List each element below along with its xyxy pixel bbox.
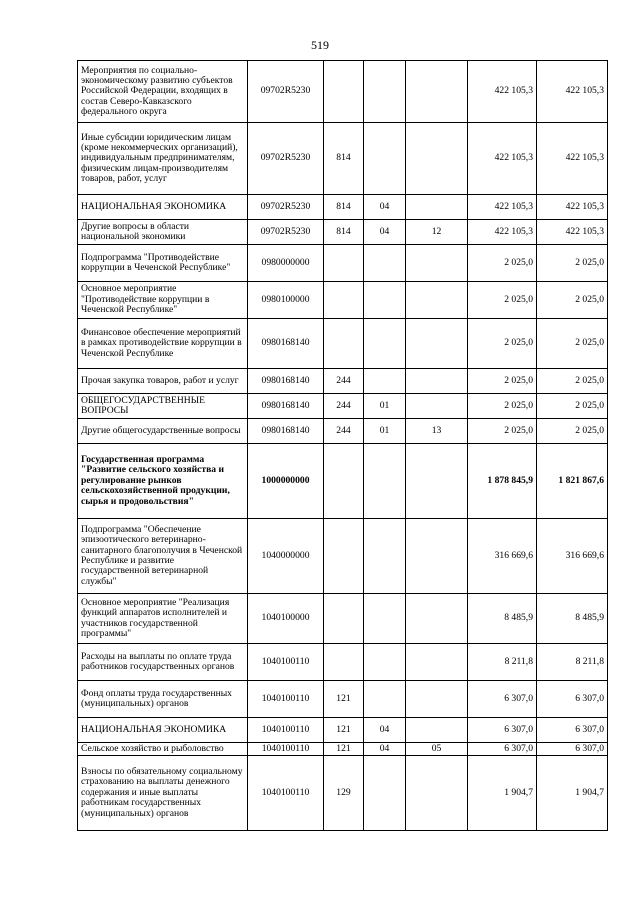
subsection-code: 05 — [406, 743, 468, 756]
budget-table — [77, 60, 608, 831]
table-row — [78, 245, 608, 282]
subsection-code — [406, 718, 468, 743]
amount-year-1: 6 307,0 — [468, 681, 537, 718]
expense-type-code — [324, 282, 364, 319]
target-article-code: 0980168140 — [248, 319, 324, 369]
table-row — [78, 369, 608, 394]
subsection-code — [406, 61, 468, 123]
expense-type-code: 244 — [324, 394, 364, 419]
expense-type-code — [324, 444, 364, 519]
subsection-code — [406, 644, 468, 681]
section-code — [364, 61, 406, 123]
table-row — [78, 319, 608, 369]
section-code — [364, 519, 406, 594]
section-code — [364, 756, 406, 831]
amount-year-2: 422 105,3 — [537, 220, 608, 245]
table-row — [78, 394, 608, 419]
expense-type-code: 121 — [324, 681, 364, 718]
amount-year-2: 2 025,0 — [537, 369, 608, 394]
target-article-code: 1040100110 — [248, 756, 324, 831]
expense-type-code: 244 — [324, 369, 364, 394]
subsection-code — [406, 282, 468, 319]
amount-year-2: 8 485,9 — [537, 594, 608, 644]
amount-year-2: 6 307,0 — [537, 718, 608, 743]
amount-year-2: 1 904,7 — [537, 756, 608, 831]
amount-year-2: 6 307,0 — [537, 743, 608, 756]
item-name: Сельское хозяйство и рыболовство — [78, 743, 248, 756]
section-code: 04 — [364, 195, 406, 220]
item-name: Другие вопросы в области национальной экономики — [78, 220, 248, 245]
amount-year-2: 8 211,8 — [537, 644, 608, 681]
amount-year-2: 422 105,3 — [537, 195, 608, 220]
subsection-code: 13 — [406, 419, 468, 444]
section-code: 04 — [364, 743, 406, 756]
amount-year-1: 422 105,3 — [468, 61, 537, 123]
amount-year-2: 2 025,0 — [537, 282, 608, 319]
amount-year-1: 422 105,3 — [468, 195, 537, 220]
table-row — [78, 220, 608, 245]
amount-year-2: 2 025,0 — [537, 319, 608, 369]
item-name: НАЦИОНАЛЬНАЯ ЭКОНОМИКА — [78, 195, 248, 220]
item-name: Взносы по обязательному социальному страхованию на выплаты денежного содержания и иные выплаты работникам государственных (муниципальных) органов — [78, 756, 248, 831]
amount-year-1: 2 025,0 — [468, 369, 537, 394]
table-row — [78, 718, 608, 743]
subsection-code — [406, 245, 468, 282]
target-article-code: 1000000000 — [248, 444, 324, 519]
amount-year-1: 422 105,3 — [468, 123, 537, 195]
subsection-code — [406, 195, 468, 220]
table-row — [78, 644, 608, 681]
target-article-code: 0980100000 — [248, 282, 324, 319]
amount-year-2: 2 025,0 — [537, 394, 608, 419]
table-row — [78, 123, 608, 195]
subsection-code: 12 — [406, 220, 468, 245]
target-article-code: 09702R5230 — [248, 220, 324, 245]
item-name: НАЦИОНАЛЬНАЯ ЭКОНОМИКА — [78, 718, 248, 743]
amount-year-1: 2 025,0 — [468, 419, 537, 444]
expense-type-code — [324, 594, 364, 644]
amount-year-1: 8 211,8 — [468, 644, 537, 681]
expense-type-code: 814 — [324, 123, 364, 195]
item-name: Основное мероприятие "Противодействие коррупции в Чеченской Республике" — [78, 282, 248, 319]
amount-year-1: 6 307,0 — [468, 743, 537, 756]
amount-year-2: 2 025,0 — [537, 419, 608, 444]
amount-year-2: 2 025,0 — [537, 245, 608, 282]
expense-type-code — [324, 644, 364, 681]
amount-year-2: 422 105,3 — [537, 123, 608, 195]
amount-year-1: 2 025,0 — [468, 319, 537, 369]
target-article-code: 1040100110 — [248, 681, 324, 718]
table-row — [78, 681, 608, 718]
amount-year-2: 316 669,6 — [537, 519, 608, 594]
table-row — [78, 519, 608, 594]
section-code — [364, 444, 406, 519]
section-code — [364, 245, 406, 282]
target-article-code: 1040100110 — [248, 718, 324, 743]
subsection-code — [406, 123, 468, 195]
subsection-code — [406, 519, 468, 594]
amount-year-1: 316 669,6 — [468, 519, 537, 594]
expense-type-code — [324, 61, 364, 123]
subsection-code — [406, 594, 468, 644]
subsection-code — [406, 756, 468, 831]
section-code — [364, 681, 406, 718]
expense-type-code — [324, 245, 364, 282]
subsection-code — [406, 369, 468, 394]
table-body — [78, 61, 608, 831]
page-number: 519 — [311, 38, 329, 52]
amount-year-1: 1 878 845,9 — [468, 444, 537, 519]
amount-year-2: 422 105,3 — [537, 61, 608, 123]
table-row — [78, 756, 608, 831]
amount-year-1: 8 485,9 — [468, 594, 537, 644]
section-code — [364, 594, 406, 644]
subsection-code — [406, 681, 468, 718]
amount-year-1: 2 025,0 — [468, 394, 537, 419]
expense-type-code — [324, 519, 364, 594]
section-code: 01 — [364, 394, 406, 419]
table-row — [78, 195, 608, 220]
target-article-code: 0980168140 — [248, 369, 324, 394]
table-row — [78, 444, 608, 519]
table-row — [78, 61, 608, 123]
section-code — [364, 369, 406, 394]
item-name: Мероприятия по социально-экономическому развитию субъектов Российской Федерации, входящих в состав Северо-Кавказского федерального округа — [78, 61, 248, 123]
item-name: Другие общегосударственные вопросы — [78, 419, 248, 444]
target-article-code: 09702R5230 — [248, 61, 324, 123]
section-code — [364, 319, 406, 369]
amount-year-1: 422 105,3 — [468, 220, 537, 245]
item-name: Финансовое обеспечение мероприятий в рамках противодействие коррупции в Чеченской Республике — [78, 319, 248, 369]
amount-year-1: 6 307,0 — [468, 718, 537, 743]
target-article-code: 1040100000 — [248, 594, 324, 644]
target-article-code: 0980168140 — [248, 419, 324, 444]
target-article-code: 1040000000 — [248, 519, 324, 594]
section-code: 04 — [364, 718, 406, 743]
subsection-code — [406, 394, 468, 419]
amount-year-1: 2 025,0 — [468, 282, 537, 319]
item-name: Государственная программа "Развитие сельского хозяйства и регулирование рынков сельскохозяйственной продукции, сырья и продовольствия" — [78, 444, 248, 519]
target-article-code: 0980000000 — [248, 245, 324, 282]
table-row — [78, 743, 608, 756]
item-name: Фонд оплаты труда государственных (муниципальных) органов — [78, 681, 248, 718]
item-name: ОБЩЕГОСУДАРСТВЕННЫЕ ВОПРОСЫ — [78, 394, 248, 419]
expense-type-code — [324, 319, 364, 369]
amount-year-1: 2 025,0 — [468, 245, 537, 282]
expense-type-code: 121 — [324, 743, 364, 756]
section-code: 01 — [364, 419, 406, 444]
item-name: Иные субсидии юридическим лицам (кроме некоммерческих организаций), индивидуальным предпринимателям, физическим лицам-производителям товаров, работ, услуг — [78, 123, 248, 195]
item-name: Подпрограмма "Обеспечение эпизоотического ветеринарно-санитарного благополучия в Чеченской Республике и развитие государственной ветеринарной службы" — [78, 519, 248, 594]
target-article-code: 0980168140 — [248, 394, 324, 419]
amount-year-2: 6 307,0 — [537, 681, 608, 718]
target-article-code: 09702R5230 — [248, 123, 324, 195]
expense-type-code: 129 — [324, 756, 364, 831]
target-article-code: 09702R5230 — [248, 195, 324, 220]
amount-year-1: 1 904,7 — [468, 756, 537, 831]
section-code — [364, 123, 406, 195]
item-name: Подпрограмма "Противодействие коррупции в Чеченской Республике" — [78, 245, 248, 282]
table-row — [78, 594, 608, 644]
expense-type-code: 814 — [324, 195, 364, 220]
expense-type-code: 244 — [324, 419, 364, 444]
section-code: 04 — [364, 220, 406, 245]
table-row — [78, 282, 608, 319]
item-name: Расходы на выплаты по оплате труда работников государственных органов — [78, 644, 248, 681]
expense-type-code: 121 — [324, 718, 364, 743]
amount-year-2: 1 821 867,6 — [537, 444, 608, 519]
expense-type-code: 814 — [324, 220, 364, 245]
subsection-code — [406, 319, 468, 369]
target-article-code: 1040100110 — [248, 644, 324, 681]
section-code — [364, 644, 406, 681]
item-name: Прочая закупка товаров, работ и услуг — [78, 369, 248, 394]
subsection-code — [406, 444, 468, 519]
item-name: Основное мероприятие "Реализация функций аппаратов исполнителей и участников государственной программы" — [78, 594, 248, 644]
section-code — [364, 282, 406, 319]
table-row — [78, 419, 608, 444]
target-article-code: 1040100110 — [248, 743, 324, 756]
